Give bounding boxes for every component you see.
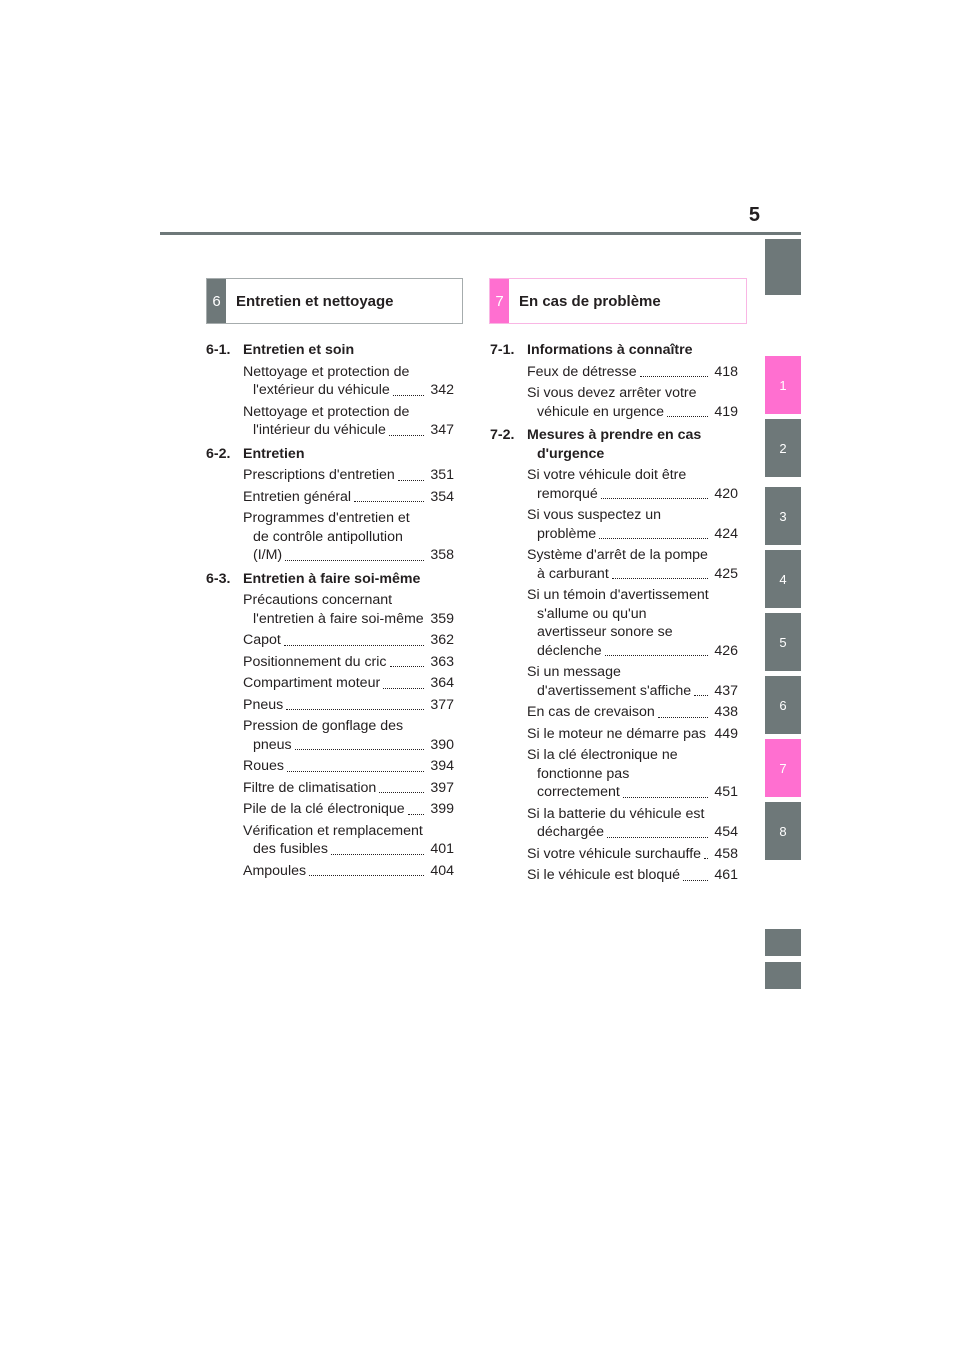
toc-entry-page: 401: [430, 841, 454, 857]
toc-group-title: Informations à connaître: [527, 342, 693, 358]
toc-entry-title: Nettoyage et protection de l'extérieur du véhicule: [243, 363, 410, 398]
dot-leader: [398, 478, 424, 481]
toc-entry[interactable]: [527, 546, 738, 583]
toc-entry-page: 437: [714, 682, 738, 699]
section-title: En cas de problème: [519, 292, 661, 310]
side-tab-5[interactable]: [765, 613, 801, 671]
toc-entry-page: 362: [430, 632, 454, 648]
toc-entry[interactable]: [527, 805, 738, 842]
dot-leader: [658, 715, 708, 718]
side-tab-blank-top[interactable]: [765, 239, 801, 295]
dot-leader: [285, 558, 424, 561]
toc-entry-title: Si le moteur ne démarre pas: [527, 725, 707, 742]
toc-entry-title: Positionnement du cric: [243, 653, 387, 670]
toc-group-title: Entretien et soin: [243, 342, 355, 358]
toc-entry-title: Pile de la clé électronique: [243, 801, 405, 817]
dot-leader: [390, 664, 424, 667]
toc-entry[interactable]: [527, 363, 738, 382]
toc-entry-title: Précautions concernant l'entretien à faire soi-même: [243, 592, 424, 627]
toc-entry-title: Si la clé électronique ne fonctionne pas correctement: [527, 747, 678, 800]
section-header-7: [489, 278, 747, 324]
toc-entry-title: En cas de crevaison: [527, 704, 655, 720]
header-rule: [160, 232, 801, 235]
dot-leader: [640, 374, 708, 377]
toc-entry-page: 359: [430, 610, 454, 627]
toc-entry[interactable]: [527, 703, 738, 722]
toc-entry[interactable]: [243, 800, 454, 819]
toc-entry-page: 438: [714, 704, 738, 720]
side-tab-8[interactable]: [765, 802, 801, 860]
toc-entry-page: 419: [714, 403, 738, 420]
toc-entry-page: 461: [714, 867, 738, 883]
toc-entry-title: Prescriptions d'entretien: [243, 467, 395, 483]
dot-leader: [607, 835, 708, 838]
toc-entry-title: Si un message d'avertissement s'affiche: [527, 664, 692, 699]
toc-entry[interactable]: [243, 822, 454, 859]
toc-entry-title: Ampoules: [243, 862, 307, 879]
toc-entry[interactable]: [243, 631, 454, 650]
dot-leader: [309, 873, 424, 876]
toc-entry-title: Capot: [243, 632, 281, 648]
dot-leader: [383, 686, 424, 689]
side-tab-label: 2: [779, 440, 787, 456]
toc-group-heading[interactable]: [490, 341, 738, 360]
dot-leader: [605, 653, 708, 656]
toc-entry-page: 354: [430, 488, 454, 505]
toc-entry[interactable]: [527, 466, 738, 503]
side-tab-blank-index-1[interactable]: [765, 929, 801, 956]
section-number: 7: [490, 279, 509, 323]
toc-entry[interactable]: [243, 779, 454, 798]
toc-group-heading[interactable]: [490, 426, 738, 463]
toc-entry-title: Si le véhicule est bloqué: [527, 867, 681, 883]
toc-entry-title: Pression de gonflage des pneus: [243, 718, 404, 753]
toc-column-6: [206, 341, 454, 885]
toc-column-7: [490, 341, 738, 890]
toc-entry-page: 342: [430, 382, 454, 398]
dot-leader: [331, 852, 424, 855]
toc-entry-page: 351: [430, 467, 454, 483]
toc-entry-title: Compartiment moteur: [243, 675, 381, 691]
dot-leader: [354, 499, 424, 502]
side-tab-label: 1: [779, 377, 787, 393]
toc-entry-page: 397: [430, 779, 454, 796]
side-tab-label: 7: [779, 760, 787, 776]
toc-entry-page: 377: [430, 696, 454, 713]
dot-leader: [393, 393, 424, 396]
toc-entry-title: Système d'arrêt de la pompe à carburant: [527, 547, 708, 582]
toc-group-heading[interactable]: [206, 341, 454, 360]
toc-group-title: Entretien à faire soi-même: [243, 570, 421, 587]
section-title: Entretien et nettoyage: [236, 292, 394, 310]
toc-entry-page: 426: [714, 642, 738, 659]
side-tab-blank-index-2[interactable]: [765, 962, 801, 989]
toc-entry[interactable]: [243, 363, 454, 400]
toc-group-number: 6-3.: [206, 570, 231, 587]
toc-entry[interactable]: [527, 384, 738, 421]
toc-entry-title: Si vous devez arrêter votre véhicule en urgence: [527, 385, 697, 420]
toc-entry-title: Entretien général: [243, 488, 352, 505]
toc-entry[interactable]: [243, 674, 454, 693]
dot-leader: [623, 795, 708, 798]
toc-entry[interactable]: [243, 591, 454, 628]
side-tab-label: 3: [779, 508, 787, 524]
side-tab-4[interactable]: [765, 550, 801, 608]
side-tab-2[interactable]: [765, 419, 801, 477]
toc-entry-page: 399: [430, 801, 454, 817]
toc-entry-title: Filtre de climatisation: [243, 779, 377, 796]
dot-leader: [599, 536, 708, 539]
toc-entry-title: Si un témoin d'avertissement s'allume ou qu'un avertisseur sonore se déclenche: [527, 587, 709, 659]
toc-group-heading[interactable]: [206, 570, 454, 589]
toc-group-title: Entretien: [243, 445, 305, 462]
toc-entry[interactable]: [527, 725, 738, 744]
toc-group-number: 6-2.: [206, 445, 231, 462]
dot-leader: [389, 433, 424, 436]
toc-entry-title: Nettoyage et protection de l'intérieur du véhicule: [243, 403, 410, 438]
toc-entry-page: 425: [714, 565, 738, 582]
toc-entry-page: 394: [430, 758, 454, 774]
toc-entry-title: Programmes d'entretien et de contrôle antipollution (I/M): [243, 510, 410, 563]
dot-leader: [683, 878, 708, 881]
toc-entry[interactable]: [527, 746, 738, 802]
toc-entry-page: 454: [714, 824, 738, 840]
dot-leader: [286, 707, 424, 710]
toc-entry-title: Si votre véhicule surchauffe: [527, 845, 702, 862]
toc-entry[interactable]: [243, 403, 454, 440]
toc-entry-page: 347: [430, 422, 454, 438]
toc-entry-page: 418: [714, 363, 738, 380]
dot-leader: [612, 576, 708, 579]
dot-leader: [379, 790, 424, 793]
toc-entry-title: Vérification et remplacement des fusibles: [243, 822, 423, 857]
toc-entry[interactable]: [243, 466, 454, 485]
toc-entry-title: Si votre véhicule doit être remorqué: [527, 467, 687, 502]
toc-group-number: 7-1.: [490, 342, 515, 358]
side-tab-7[interactable]: [765, 739, 801, 797]
dot-leader: [408, 812, 424, 815]
toc-entry[interactable]: [527, 506, 738, 543]
dot-leader: [287, 769, 424, 772]
toc-entry[interactable]: [527, 845, 738, 864]
toc-entry-page: 364: [430, 675, 454, 691]
toc-entry[interactable]: [243, 757, 454, 776]
toc-entry[interactable]: [243, 653, 454, 672]
side-tab-3[interactable]: [765, 487, 801, 545]
toc-entry-title: Pneus: [243, 696, 284, 713]
toc-entry[interactable]: [243, 488, 454, 507]
toc-entry-title: Feux de détresse: [527, 363, 637, 380]
side-tab-label: 4: [779, 571, 787, 587]
toc-entry-title: Si la batterie du véhicule est déchargée: [527, 805, 705, 840]
toc-entry[interactable]: [527, 586, 738, 660]
toc-entry-page: 420: [714, 485, 738, 502]
toc-entry[interactable]: [527, 663, 738, 700]
toc-entry[interactable]: [243, 696, 454, 715]
toc-entry[interactable]: [243, 717, 454, 754]
toc-group-heading[interactable]: [206, 445, 454, 464]
toc-entry-title: Si vous suspectez un problème: [527, 507, 662, 542]
side-tab-label: 5: [779, 634, 787, 650]
dot-leader: [601, 496, 708, 499]
dot-leader: [667, 414, 708, 417]
toc-entry-page: 424: [714, 525, 738, 542]
side-tab-label: 6: [779, 697, 787, 713]
side-tab-label: 8: [779, 823, 787, 839]
toc-group-title: Mesures à prendre en cas d'urgence: [527, 427, 702, 462]
toc-entry[interactable]: [527, 866, 738, 885]
toc-entry-title: Roues: [243, 758, 285, 774]
section-number: 6: [207, 279, 226, 323]
side-tab-1[interactable]: [765, 356, 801, 414]
page-number: 5: [748, 204, 760, 226]
toc-entry-page: 449: [714, 725, 738, 742]
toc-entry-page: 458: [714, 845, 738, 862]
dot-leader: [295, 747, 424, 750]
section-header-6: [206, 278, 463, 324]
toc-entry-page: 363: [430, 653, 454, 670]
toc-entry-page: 404: [430, 862, 454, 879]
toc-group-number: 7-2.: [490, 427, 515, 443]
dot-leader: [284, 643, 424, 646]
dot-leader: [694, 693, 708, 696]
dot-leader: [704, 856, 708, 859]
side-tab-6[interactable]: [765, 676, 801, 734]
toc-entry-page: 451: [714, 784, 738, 800]
toc-group-number: 6-1.: [206, 342, 231, 358]
toc-entry[interactable]: [243, 862, 454, 881]
toc-entry[interactable]: [243, 509, 454, 565]
toc-entry-page: 390: [430, 736, 454, 753]
toc-entry-page: 358: [430, 547, 454, 563]
